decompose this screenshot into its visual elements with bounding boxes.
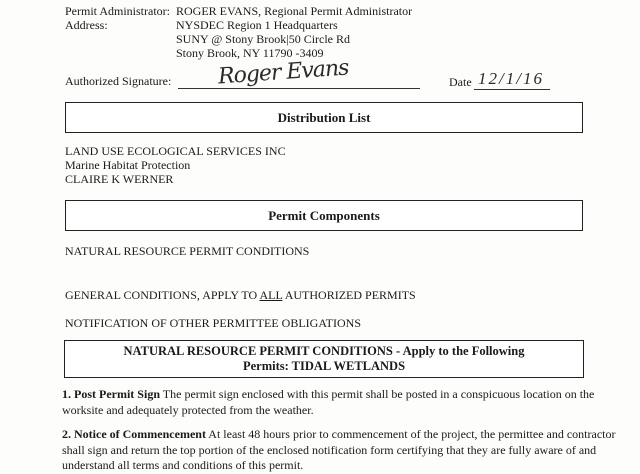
permit-components-heading	[65, 200, 583, 231]
condition-1-number: 1.	[62, 387, 71, 401]
distribution-list-title: Distribution List	[277, 109, 371, 125]
condition-1-heading: Post Permit Sign	[74, 387, 160, 401]
address-line-2: SUNY @ Stony Brook|50 Circle Rd	[176, 32, 351, 46]
condition-1	[62, 387, 636, 418]
conditions-heading	[64, 340, 584, 378]
address-line-3: Stony Brook, NY 11790 -3409	[176, 46, 324, 60]
date-line	[474, 89, 550, 90]
condition-2-text: At least 48 hours prior to commencement of the project, the permittee and contractor shall sign and return the top portion of the enclosed notification form certifying that they are fully aware of and understand all terms and conditions of this permit.	[62, 427, 616, 472]
distribution-line-1: LAND USE ECOLOGICAL SERVICES INC	[65, 144, 286, 158]
date-label: Date	[449, 75, 472, 89]
component-item-2-emphasis: ALL	[259, 288, 283, 302]
permit-administrator-value: ROGER EVANS, Regional Permit Administrator	[176, 4, 413, 18]
distribution-line-3: CLAIRE K WERNER	[65, 172, 174, 186]
address-line-1: NYSDEC Region 1 Headquarters	[176, 18, 338, 32]
component-item-1: NATURAL RESOURCE PERMIT CONDITIONS	[65, 244, 310, 258]
permit-administrator-label: Permit Administrator:	[65, 4, 170, 18]
address-label: Address:	[65, 18, 108, 32]
conditions-title-line-2: Permits: TIDAL WETLANDS	[242, 359, 406, 373]
condition-2-number: 2.	[62, 427, 71, 441]
component-item-2-text: GENERAL CONDITIONS, APPLY TO	[65, 288, 260, 302]
condition-2-heading: Notice of Commencement	[74, 427, 206, 441]
condition-1-text: The permit sign enclosed with this permit shall be posted in a conspicuous location on the worksite and adequately protected from the weather.	[62, 387, 595, 417]
component-item-2	[65, 288, 416, 303]
handwritten-date: 12/1/16	[478, 69, 544, 88]
handwritten-signature: Roger Evans	[217, 55, 350, 90]
signature-line	[178, 88, 420, 89]
component-item-3: NOTIFICATION OF OTHER PERMITTEE OBLIGATIONS	[65, 316, 361, 330]
distribution-line-2: Marine Habitat Protection	[65, 158, 191, 172]
authorized-signature-label: Authorized Signature:	[65, 74, 172, 88]
component-item-2-text-end: AUTHORIZED PERMITS	[282, 288, 416, 302]
conditions-title-line-1: NATURAL RESOURCE PERMIT CONDITIONS - Apply to the Following	[123, 344, 525, 358]
condition-2	[62, 427, 636, 474]
permit-components-title: Permit Components	[268, 207, 380, 223]
distribution-list-heading	[65, 102, 583, 133]
